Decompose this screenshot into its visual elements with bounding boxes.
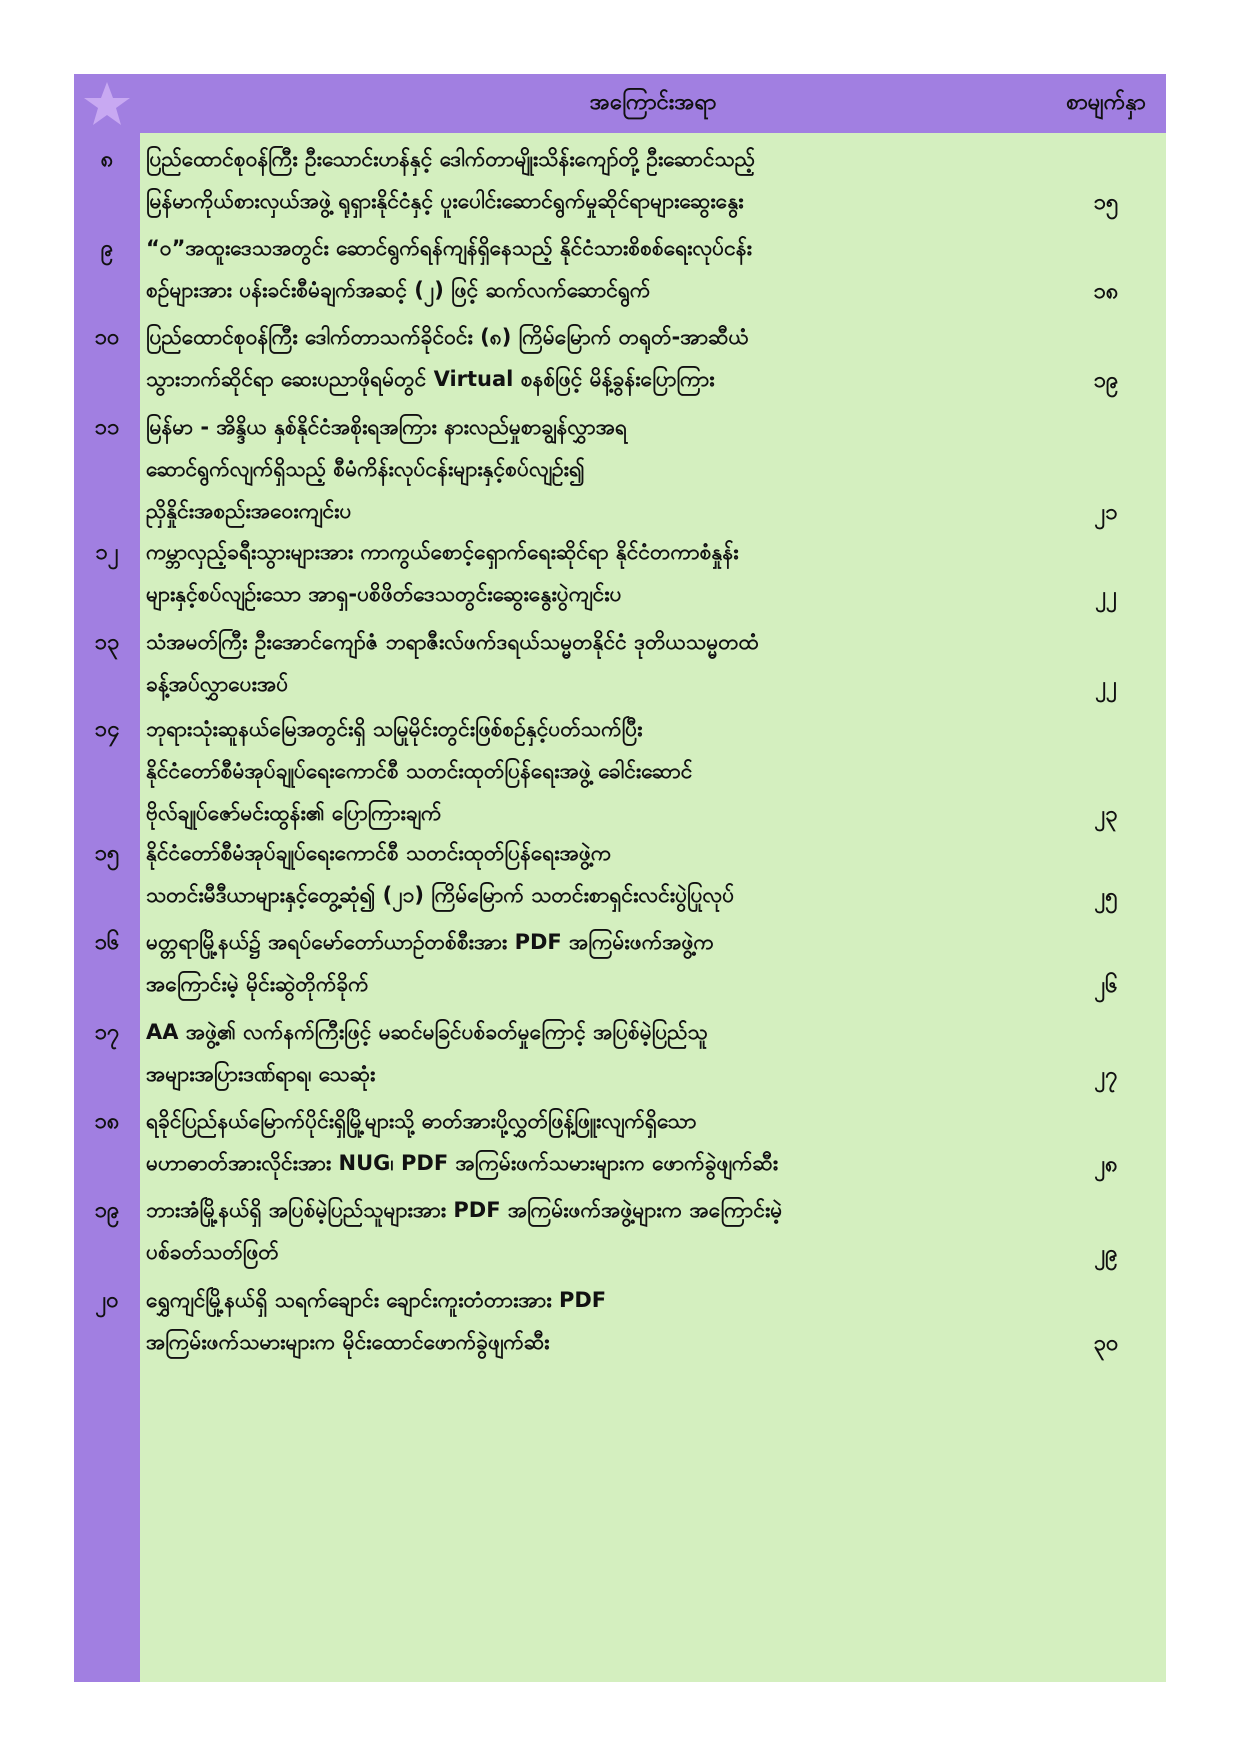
entry-title-line: ဘုရားသုံးဆူနယ်မြေအတွင်းရှိ သမြုမိုင်းတွင်းဖြစ်စဉ်နှင့်ပတ်သက်ပြီး bbox=[146, 717, 643, 741]
entry-title-line: မဟာဓာတ်အားလိုင်းအား NUG၊ PDF အကြမ်းဖက်သမားများက ဖောက်ခွဲဖျက်ဆီး bbox=[146, 1151, 779, 1175]
toc-entry[interactable] bbox=[74, 529, 1166, 617]
entry-title-line: ဘားအံမြို့နယ်ရှိ အပြစ်မဲ့ပြည်သူများအား PDF အကြမ်းဖက်အဖွဲ့များက အကြောင်းမဲ့ bbox=[146, 1198, 783, 1222]
star-icon bbox=[83, 81, 131, 127]
entry-page-number: ၁၅ bbox=[1093, 190, 1119, 215]
entry-number: ၁၈ bbox=[94, 1109, 120, 1134]
toc-header bbox=[140, 74, 1166, 133]
entry-title-line: မတ္တရာမြို့နယ်၌ အရပ်မော်တော်ယာဉ်တစ်စီးအား PDF အကြမ်းဖက်အဖွဲ့က bbox=[146, 930, 715, 954]
entry-title-line: သွားဘက်ဆိုင်ရာ ဆေးပညာဖိုရမ်တွင် Virtual စနစ်ဖြင့် မိန့်ခွန်းပြောကြား bbox=[146, 367, 715, 391]
entry-title bbox=[146, 1100, 1036, 1184]
entry-title bbox=[146, 921, 1036, 1005]
entry-number: ၁၅ bbox=[94, 841, 120, 866]
entry-page-number: ၂၂ bbox=[1095, 583, 1117, 608]
entry-number: ၉ bbox=[100, 236, 114, 261]
entry-title-line: စဉ်များအား ပန်းခင်းစီမံချက်အဆင့် (၂) ဖြင့် ဆက်လက်ဆောင်ရွက် bbox=[146, 278, 651, 302]
entry-title-line: နိုင်ငံတော်စီမံအုပ်ချုပ်ရေးကောင်စီ သတင်းထုတ်ပြန်ရေးအဖွဲ့က bbox=[146, 841, 612, 865]
entry-page-number: ၂၅ bbox=[1094, 884, 1118, 909]
entry-title-line: ရွှေကျင်မြို့နယ်ရှိ သရက်ချောင်း ချောင်းကူးတံတားအား PDF bbox=[146, 1288, 607, 1312]
toc-entry[interactable] bbox=[74, 1187, 1166, 1275]
entry-title-line: အများအပြားဒဏ်ရာရ၊ သေဆုံး bbox=[146, 1062, 376, 1086]
entry-page-number: ၂၈ bbox=[1094, 1152, 1118, 1177]
entry-page-number: ၂၇ bbox=[1094, 1063, 1118, 1088]
entry-number: ၈ bbox=[100, 147, 114, 172]
entry-number: ၁၄ bbox=[94, 717, 120, 742]
entry-title bbox=[146, 1279, 1036, 1363]
entry-title-line: မြန်မာ - အိန္ဒိယ နှစ်နိုင်ငံအစိုးရအကြား နားလည်မှုစာချွန်လွှာအရ bbox=[146, 415, 628, 439]
entry-title bbox=[146, 832, 1036, 916]
entry-title-line: “ဝ”အထူးဒေသအတွင်း ဆောင်ရွက်ရန်ကျန်ရှိနေသည့် နိုင်ငံသားစိစစ်ရေးလုပ်ငန်း bbox=[146, 236, 753, 260]
entry-title-line: ပြည်ထောင်စုဝန်ကြီး ဒေါက်တာသက်ခိုင်ဝင်း (၈) ကြိမ်မြောက် တရုတ်-အာဆီယံ bbox=[146, 325, 749, 349]
entry-title-line: ခန့်အပ်လွှာပေးအပ် bbox=[146, 672, 289, 696]
entry-number: ၁၃ bbox=[94, 630, 120, 655]
entry-page-number: ၁၉ bbox=[1093, 368, 1119, 393]
toc-entry[interactable] bbox=[74, 919, 1166, 1007]
star-cell bbox=[74, 74, 140, 133]
entry-title bbox=[146, 708, 1036, 834]
header-page-label: စာမျက်နှာ bbox=[1066, 90, 1146, 115]
toc-entry[interactable] bbox=[74, 1009, 1166, 1097]
entry-title-line: မြန်မာကိုယ်စားလှယ်အဖွဲ့ ရုရှားနိုင်ငံနှင့် ပူးပေါင်းဆောင်ရွက်မှုဆိုင်ရာများဆွေးနွေး bbox=[146, 189, 744, 213]
entry-number: ၁၀ bbox=[94, 325, 120, 350]
entry-title bbox=[146, 621, 1036, 705]
toc-entry[interactable] bbox=[74, 1098, 1166, 1186]
entry-page-number: ၂၂ bbox=[1095, 673, 1117, 698]
toc-entry[interactable] bbox=[74, 404, 1166, 534]
entry-title-line: နိုင်ငံတော်စီမံအုပ်ချုပ်ရေးကောင်စီ သတင်းထုတ်ပြန်ရေးအဖွဲ့ ခေါင်းဆောင် bbox=[146, 759, 693, 783]
entry-title-line: သတင်းမီဒီယာများနှင့်တွေ့ဆုံ၍ (၂၁) ကြိမ်မြောက် သတင်းစာရှင်းလင်းပွဲပြုလုပ် bbox=[146, 883, 735, 907]
entry-title bbox=[146, 316, 1036, 400]
entry-page-number: ၂၁ bbox=[1094, 500, 1118, 525]
entry-title-line: ဆောင်ရွက်လျက်ရှိသည့် စီမံကိန်းလုပ်ငန်းများနှင့်စပ်လျဉ်း၍ bbox=[146, 457, 585, 481]
entry-title-line: ပြည်ထောင်စုဝန်ကြီး ဦးသောင်းဟန်နှင့် ဒေါက်တာမျိုးသိန်းကျော်တို့ ဦးဆောင်သည့် bbox=[146, 147, 756, 171]
entry-number: ၁၇ bbox=[94, 1020, 120, 1045]
entry-title bbox=[146, 406, 1036, 532]
entry-page-number: ၃၀ bbox=[1093, 1331, 1119, 1356]
toc-entry[interactable] bbox=[74, 830, 1166, 918]
entry-number: ၂၀ bbox=[95, 1288, 119, 1313]
entry-number: ၁၂ bbox=[95, 540, 119, 565]
entry-number: ၁၁ bbox=[94, 415, 120, 440]
entry-page-number: ၂၃ bbox=[1094, 802, 1118, 827]
entry-page-number: ၁၈ bbox=[1093, 279, 1119, 304]
entry-title-line: သံအမတ်ကြီး ဦးအောင်ကျော်ဇံ ဘရာဇီးလ်ဖက်ဒရယ်သမ္မတနိုင်ငံ ဒုတိယသမ္မတထံ bbox=[146, 630, 759, 654]
toc-entry[interactable] bbox=[74, 619, 1166, 707]
entry-title bbox=[146, 1189, 1036, 1273]
entry-title-line: ရခိုင်ပြည်နယ်မြောက်ပိုင်းရှိမြို့များသို့ ဓာတ်အားပို့လွှတ်ဖြန့်ဖြူးလျက်ရှိသော bbox=[146, 1109, 697, 1133]
entry-title-line: များနှင့်စပ်လျဉ်းသော အာရှ-ပစိဖိတ်ဒေသတွင်းဆွေးနွေးပွဲကျင်းပ bbox=[146, 582, 622, 606]
entry-title-line: AA အဖွဲ့၏ လက်နက်ကြီးဖြင့် မဆင်မခြင်ပစ်ခတ်မှုကြောင့် အပြစ်မဲ့ပြည်သူ bbox=[146, 1020, 708, 1044]
entry-title-line: ဗိုလ်ချုပ်ဇော်မင်းထွန်း၏ ပြောကြားချက် bbox=[146, 801, 442, 825]
entry-title bbox=[146, 531, 1036, 615]
entry-title-line: ပစ်ခတ်သတ်ဖြတ် bbox=[146, 1240, 279, 1264]
entry-page-number: ၂၆ bbox=[1094, 973, 1118, 998]
toc-entry[interactable] bbox=[74, 706, 1166, 836]
toc-entry[interactable] bbox=[74, 136, 1166, 224]
toc-entry[interactable] bbox=[74, 314, 1166, 402]
header-title: အကြောင်းအရာ bbox=[589, 90, 717, 115]
entry-title-line: ညှိနှိုင်းအစည်းအဝေးကျင်းပ bbox=[146, 499, 352, 523]
entry-page-number: ၂၉ bbox=[1094, 1241, 1118, 1266]
entry-number: ၁၉ bbox=[94, 1198, 120, 1223]
table-of-contents bbox=[74, 74, 1166, 1682]
entry-title bbox=[146, 1011, 1036, 1095]
entry-title bbox=[146, 138, 1036, 222]
entry-title bbox=[146, 227, 1036, 311]
entry-title-line: အကြမ်းဖက်သမားများက မိုင်းထောင်ဖောက်ခွဲဖျက်ဆီး bbox=[146, 1330, 550, 1354]
toc-entry[interactable] bbox=[74, 225, 1166, 313]
entry-title-line: ကမ္ဘာလှည့်ခရီးသွားများအား ကာကွယ်စောင့်ရှောက်ရေးဆိုင်ရာ နိုင်ငံတကာစံနှုန်း bbox=[146, 540, 739, 564]
toc-entry[interactable] bbox=[74, 1277, 1166, 1365]
entry-number: ၁၆ bbox=[94, 930, 120, 955]
entry-title-line: အကြောင်းမဲ့ မိုင်းဆွဲတိုက်ခိုက် bbox=[146, 972, 369, 996]
